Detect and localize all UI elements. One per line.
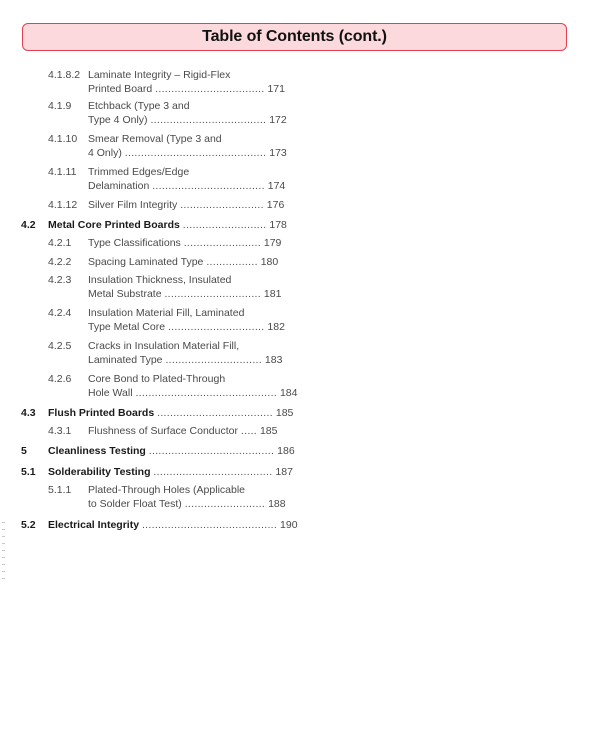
toc-page-number: 184 [279, 387, 298, 399]
toc-entry-title-cont: Delamination ................................... 174 [88, 180, 286, 192]
toc-page-number: 178 [269, 219, 287, 231]
toc-entry-title: Trimmed Edges/Edge [88, 166, 190, 178]
toc-entry-number: 5 [21, 445, 27, 457]
toc-entry-title-cont: Metal Substrate .............................. 181 [88, 288, 282, 300]
toc-entry-title: Core Bond to Plated-Through [88, 373, 226, 385]
toc-page-number: 171 [267, 83, 285, 95]
toc-entry-title: Type Classifications ........................ 179 [88, 237, 282, 249]
toc-page-number: 172 [269, 114, 287, 126]
toc-entry-number: 4.1.9 [48, 100, 72, 112]
toc-entry-number: 4.2 [21, 219, 36, 231]
toc-entry-title: Metal Core Printed Boards .......................... 178 [48, 219, 287, 231]
toc-page-number: 187 [275, 466, 293, 478]
toc-entry-title-cont: Laminated Type .............................. 183 [88, 354, 283, 366]
toc-entry-number: 4.2.4 [48, 307, 72, 319]
toc-entry-title: Laminate Integrity – Rigid-Flex [88, 69, 231, 81]
toc-page-number: 186 [277, 445, 295, 457]
toc-entry-title: Smear Removal (Type 3 and [88, 133, 222, 145]
toc-page-number: 181 [263, 288, 282, 300]
toc-page-number: 182 [267, 321, 285, 333]
toc-page-number: 176 [266, 199, 285, 211]
toc-entry-number: 5.1.1 [48, 484, 72, 496]
toc-entry-number: 4.1.8.2 [48, 69, 81, 81]
toc-entry-title: Cleanliness Testing ....................................... 186 [48, 445, 295, 457]
toc-entry-title: Insulation Thickness, Insulated [88, 274, 232, 286]
toc-entry-number: 5.2 [21, 519, 36, 531]
toc-entry-title-cont: 4 Only) ............................................ 173 [88, 147, 287, 159]
toc-entry-title: Electrical Integrity .......................................... 190 [48, 519, 298, 531]
toc-entry-title: Cracks in Insulation Material Fill, [88, 340, 240, 352]
toc-entry-title-cont: Printed Board .................................. 171 [88, 83, 285, 95]
toc-entry-title-cont: Type Metal Core .............................. 182 [88, 321, 285, 333]
toc-entry-title: Plated-Through Holes (Applicable [88, 484, 246, 496]
toc-entry-title: Spacing Laminated Type ................ 180 [88, 256, 279, 268]
toc-page-number: 180 [260, 256, 279, 268]
toc-entry-title: Solderability Testing ..................................... 187 [48, 466, 293, 478]
toc-entry-title-cont: to Solder Float Test) ......................... 188 [88, 498, 286, 510]
toc-page-number: 183 [264, 354, 283, 366]
toc-entry-title: Flushness of Surface Conductor ..... 185 [88, 425, 278, 437]
toc-entry-title-cont: Type 4 Only) .................................... 172 [88, 114, 287, 126]
toc-entry-number: 4.2.2 [48, 256, 72, 268]
toc-entry-title: Silver Film Integrity .......................... 176 [88, 199, 285, 211]
toc-entry-title: Insulation Material Fill, Laminated [88, 307, 245, 319]
toc-page-number: 190 [280, 519, 298, 531]
toc-entry-number: 5.1 [21, 466, 36, 478]
toc-entry-number: 4.2.3 [48, 274, 72, 286]
toc-page-number: 173 [269, 147, 287, 159]
toc-entry-number: 4.1.11 [48, 166, 77, 178]
toc-entry-number: 4.2.6 [48, 373, 72, 385]
toc-entry-number: 4.1.12 [48, 199, 78, 211]
toc-entry-title: Etchback (Type 3 and [88, 100, 190, 112]
page-title: Table of Contents (cont.) [202, 28, 387, 45]
toc-page-number: 179 [263, 237, 282, 249]
toc-entry-number: 4.1.10 [48, 133, 78, 145]
toc-page-number: 174 [267, 180, 286, 192]
toc-entry-number: 4.2.5 [48, 340, 72, 352]
toc-page-number: 185 [259, 425, 278, 437]
toc-page-number: 188 [268, 498, 286, 510]
toc-entry-number: 4.3 [21, 407, 36, 419]
toc-header-banner [22, 23, 567, 51]
toc-entry-title-cont: Hole Wall ............................................ 184 [88, 387, 298, 399]
page-edge-marks [2, 522, 5, 592]
toc-entry-number: 4.3.1 [48, 425, 72, 437]
toc-entry-title: Flush Printed Boards .................................... 185 [48, 407, 294, 419]
toc-entry-number: 4.2.1 [48, 237, 72, 249]
toc-page-number: 185 [275, 407, 294, 419]
